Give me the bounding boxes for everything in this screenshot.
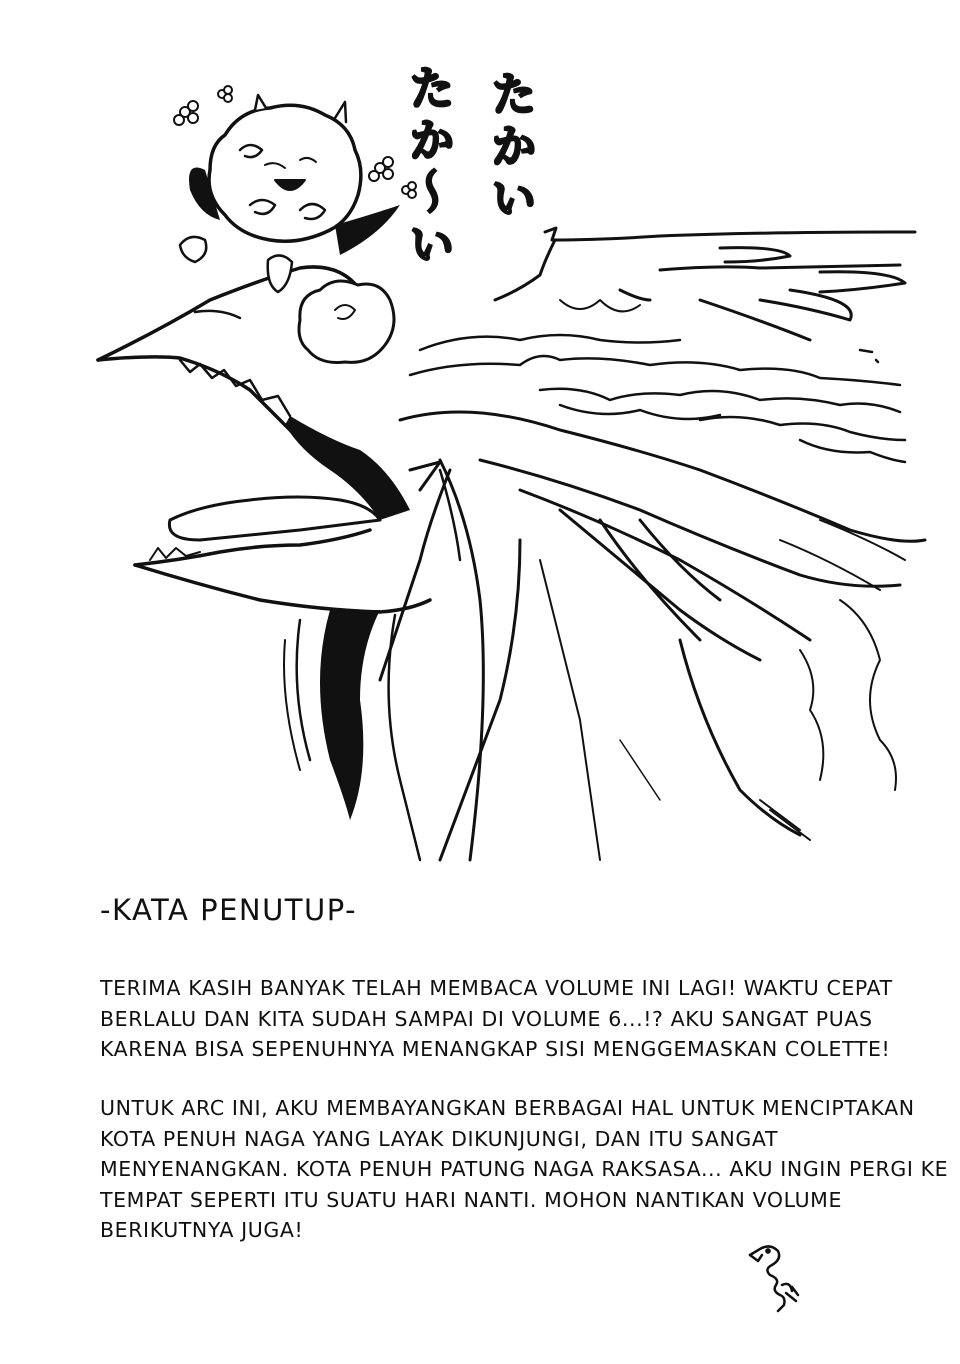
paragraph-line: TERIMA KASIH BANYAK TELAH MEMBACA VOLUME INI LAGI! WAKTU CEPAT	[100, 976, 893, 1000]
chibi-character	[174, 86, 416, 363]
afterword-paragraph-1	[100, 973, 893, 1065]
paragraph-line: MENYENANGKAN. KOTA PENUH PATUNG NAGA RAKSASA... AKU INGIN PERGI KE	[100, 1157, 949, 1181]
paragraph-line: UNTUK ARC INI, AKU MEMBAYANGKAN BERBAGAI HAL UNTUK MENCIPTAKAN	[100, 1096, 915, 1120]
afterword-heading: -KATA PENUTUP-	[100, 893, 358, 927]
dragon-head	[98, 267, 460, 612]
paragraph-line: TEMPAT SEPERTI ITU SUATU HARI NANTI. MOHON NANTIKAN VOLUME	[100, 1187, 843, 1212]
dark-mane	[284, 610, 420, 860]
sfx-takai: たかい	[484, 70, 538, 226]
upper-wing	[495, 228, 915, 340]
paragraph-line: BERIKUTNYA JUGA!	[100, 1218, 304, 1242]
paragraph-line: KARENA BISA SEPENUHNYA MENANGKAP SISI MENGGEMASKAN COLETTE!	[100, 1037, 891, 1061]
bird-signature-icon	[740, 1235, 820, 1315]
mid-wing	[410, 335, 905, 462]
paragraph-line: KOTA PENUH NAGA YANG LAYAK DIKUNJUNGI, DAN ITU SANGAT	[100, 1126, 779, 1151]
sfx-takaai: たか〜い	[402, 64, 456, 272]
afterword-paragraph-2	[100, 1093, 948, 1246]
paragraph-line: BERLALU DAN KITA SUDAH SAMPAI DI VOLUME 6...!? AKU SANGAT PUAS	[100, 1006, 873, 1031]
